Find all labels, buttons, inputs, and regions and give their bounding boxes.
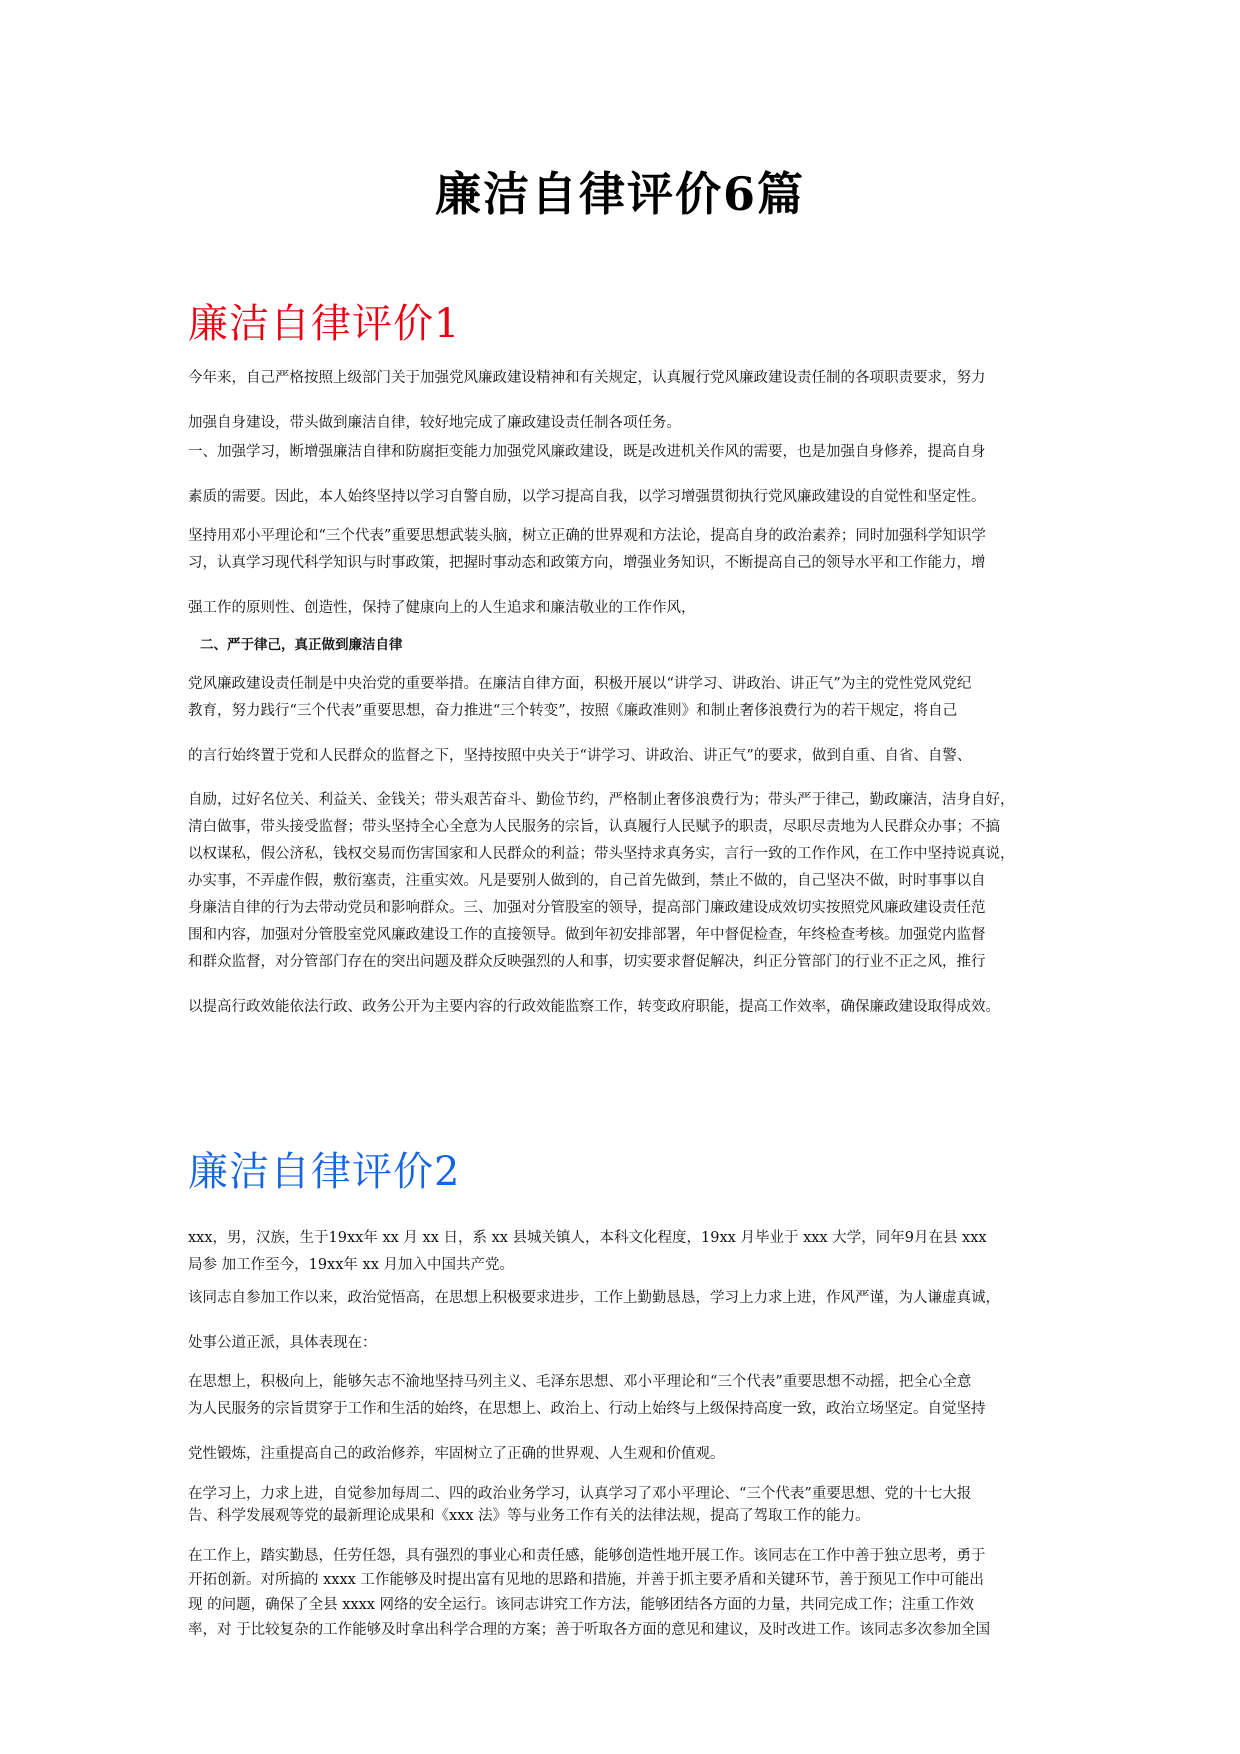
paragraph-line: 处事公道正派，具体表现在：	[188, 1335, 377, 1351]
section-1-heading: 廉洁自律评价1	[188, 301, 461, 347]
paragraph-line: 一、加强学习，断增强廉洁自律和防腐拒变能力加强党风廉政建设，既是改进机关作风的需要，也是加强自身修养，提高自身	[188, 444, 986, 460]
paragraph-line: 为人民服务的宗旨贯穿于工作和生活的始终，在思想上、政治上、行动上始终与上级保持高度一致，政治立场坚定。自觉坚持	[188, 1401, 986, 1417]
paragraph-line: 自励，过好名位关、利益关、金钱关；带头艰苦奋斗、勤俭节约，严格制止奢侈浪费行为；带头严于律己，勤政廉洁，洁身自好，	[188, 792, 1015, 808]
paragraph-line: 身廉洁自律的行为去带动党员和影响群众。三、加强对分管股室的领导，提高部门廉政建设成效切实按照党风廉政建设责任范	[188, 900, 986, 916]
paragraph-line: 围和内容，加强对分管股室党风廉政建设工作的直接领导。做到年初安排部署，年中督促检查，年终检查考核。加强党内监督	[188, 927, 986, 943]
paragraph-line: 今年来，自己严格按照上级部门关于加强党风廉政建设精神和有关规定，认真履行党风廉政建设责任制的各项职责要求，努力	[188, 370, 986, 386]
paragraph-line: 党风廉政建设责任制是中央治党的重要举措。在廉洁自律方面，积极开展以“讲学习、讲政治、讲正气”为主的党性党风党纪	[188, 676, 972, 692]
paragraph-line: 以权谋私，假公济私，钱权交易而伤害国家和人民群众的利益；带头坚持求真务实，言行一致的工作作风，在工作中坚持说真说，	[188, 846, 1015, 862]
paragraph-line: 加强自身建设，带头做到廉洁自律，较好地完成了廉政建设责任制各项任务。	[188, 415, 681, 431]
paragraph-line: 清白做事，带头接受监督；带头坚持全心全意为人民服务的宗旨，认真履行人民赋予的职责，尽职尽责地为人民群众办事；不搞	[188, 819, 1000, 835]
paragraph-line: 党性锻炼，注重提高自己的政治修养，牢固树立了正确的世界观、人生观和价值观。	[188, 1446, 725, 1462]
paragraph-line: 开拓创新。对所搞的 xxxx 工作能够及时提出富有见地的思路和措施，并善于抓主要矛盾和关键环节，善于预见工作中可能出	[188, 1572, 984, 1588]
paragraph-line: 告、科学发展观等党的最新理论成果和《xxx 法》等与业务工作有关的法律法规，提高了驾取工作的能力。	[188, 1508, 870, 1524]
section-subheading: 二、严于律己，真正做到廉洁自律	[200, 637, 403, 653]
paragraph-line: 在思想上，积极向上，能够矢志不渝地坚持马列主义、毛泽东思想、邓小平理论和“三个代表”重要思想不动摇，把全心全意	[188, 1374, 972, 1390]
paragraph-line: 该同志自参加工作以来，政治觉悟高，在思想上积极要求进步，工作上勤勤恳恳，学习上力求上进，作风严谨，为人谦虚真诚，	[188, 1290, 1000, 1306]
paragraph-line: 强工作的原则性、创造性，保持了健康向上的人生追求和廉洁敬业的工作作风，	[188, 600, 696, 616]
section-2-heading: 廉洁自律评价2	[188, 1149, 461, 1195]
paragraph-line: 局参 加工作至今，19xx年 xx 月加入中国共产党。	[188, 1257, 514, 1273]
paragraph-line: 办实事，不弄虚作假，敷衍塞责，注重实效。凡是要别人做到的，自己首先做到，禁止不做的，自己坚决不做，时时事事以自	[188, 873, 986, 889]
paragraph-line: 在工作上，踏实勤恳，任劳任怨，具有强烈的事业心和责任感，能够创造性地开展工作。该同志在工作中善于独立思考，勇于	[188, 1548, 986, 1564]
paragraph-line: 坚持用邓小平理论和“三个代表”重要思想武装头脑，树立正确的世界观和方法论，提高自身的政治素养；同时加强科学知识学	[188, 528, 986, 544]
paragraph-line: 在学习上，力求上进，自觉参加每周二、四的政治业务学习，认真学习了邓小平理论、“三个代表”重要思想、党的十七大报	[188, 1486, 972, 1502]
paragraph-line: 习，认真学习现代科学知识与时事政策，把握时事动态和政策方向，增强业务知识，不断提高自己的领导水平和工作能力，增	[188, 555, 986, 571]
paragraph-line: 率，对 于比较复杂的工作能够及时拿出科学合理的方案；善于听取各方面的意见和建议，及时改进工作。该同志多次参加全国	[188, 1622, 991, 1638]
paragraph-line: 教育，努力践行“三个代表”重要思想，奋力推进“三个转变”，按照《廉政准则》和制止奢侈浪费行为的若干规定，将自己	[188, 703, 958, 719]
paragraph-line: 以提高行政效能依法行政、政务公开为主要内容的行政效能监察工作，转变政府职能，提高工作效率，确保廉政建设取得成效。	[188, 999, 1000, 1015]
paragraph-line: 素质的需要。因此，本人始终坚持以学习自警自励，以学习提高自我，以学习增强贯彻执行党风廉政建设的自觉性和坚定性。	[188, 489, 986, 505]
paragraph-line: 的言行始终置于党和人民群众的监督之下，坚持按照中央关于“讲学习、讲政治、讲正气”的要求，做到自重、自省、自警、	[188, 748, 972, 764]
document-title: 廉洁自律评价6篇	[434, 167, 805, 221]
paragraph-line: xxx，男，汉族，生于19xx年 xx 月 xx 日，系 xx 县城关镇人，本科文化程度，19xx 月毕业于 xxx 大学，同年9月在县 xxx	[188, 1230, 987, 1246]
paragraph-line: 现 的问题，确保了全县 xxxx 网络的安全运行。该同志讲究工作方法，能够团结各方面的力量，共同完成工作；注重工作效	[188, 1597, 975, 1613]
paragraph-line: 和群众监督，对分管部门存在的突出问题及群众反映强烈的人和事，切实要求督促解决，纠正分管部门的行业不正之风，推行	[188, 954, 986, 970]
